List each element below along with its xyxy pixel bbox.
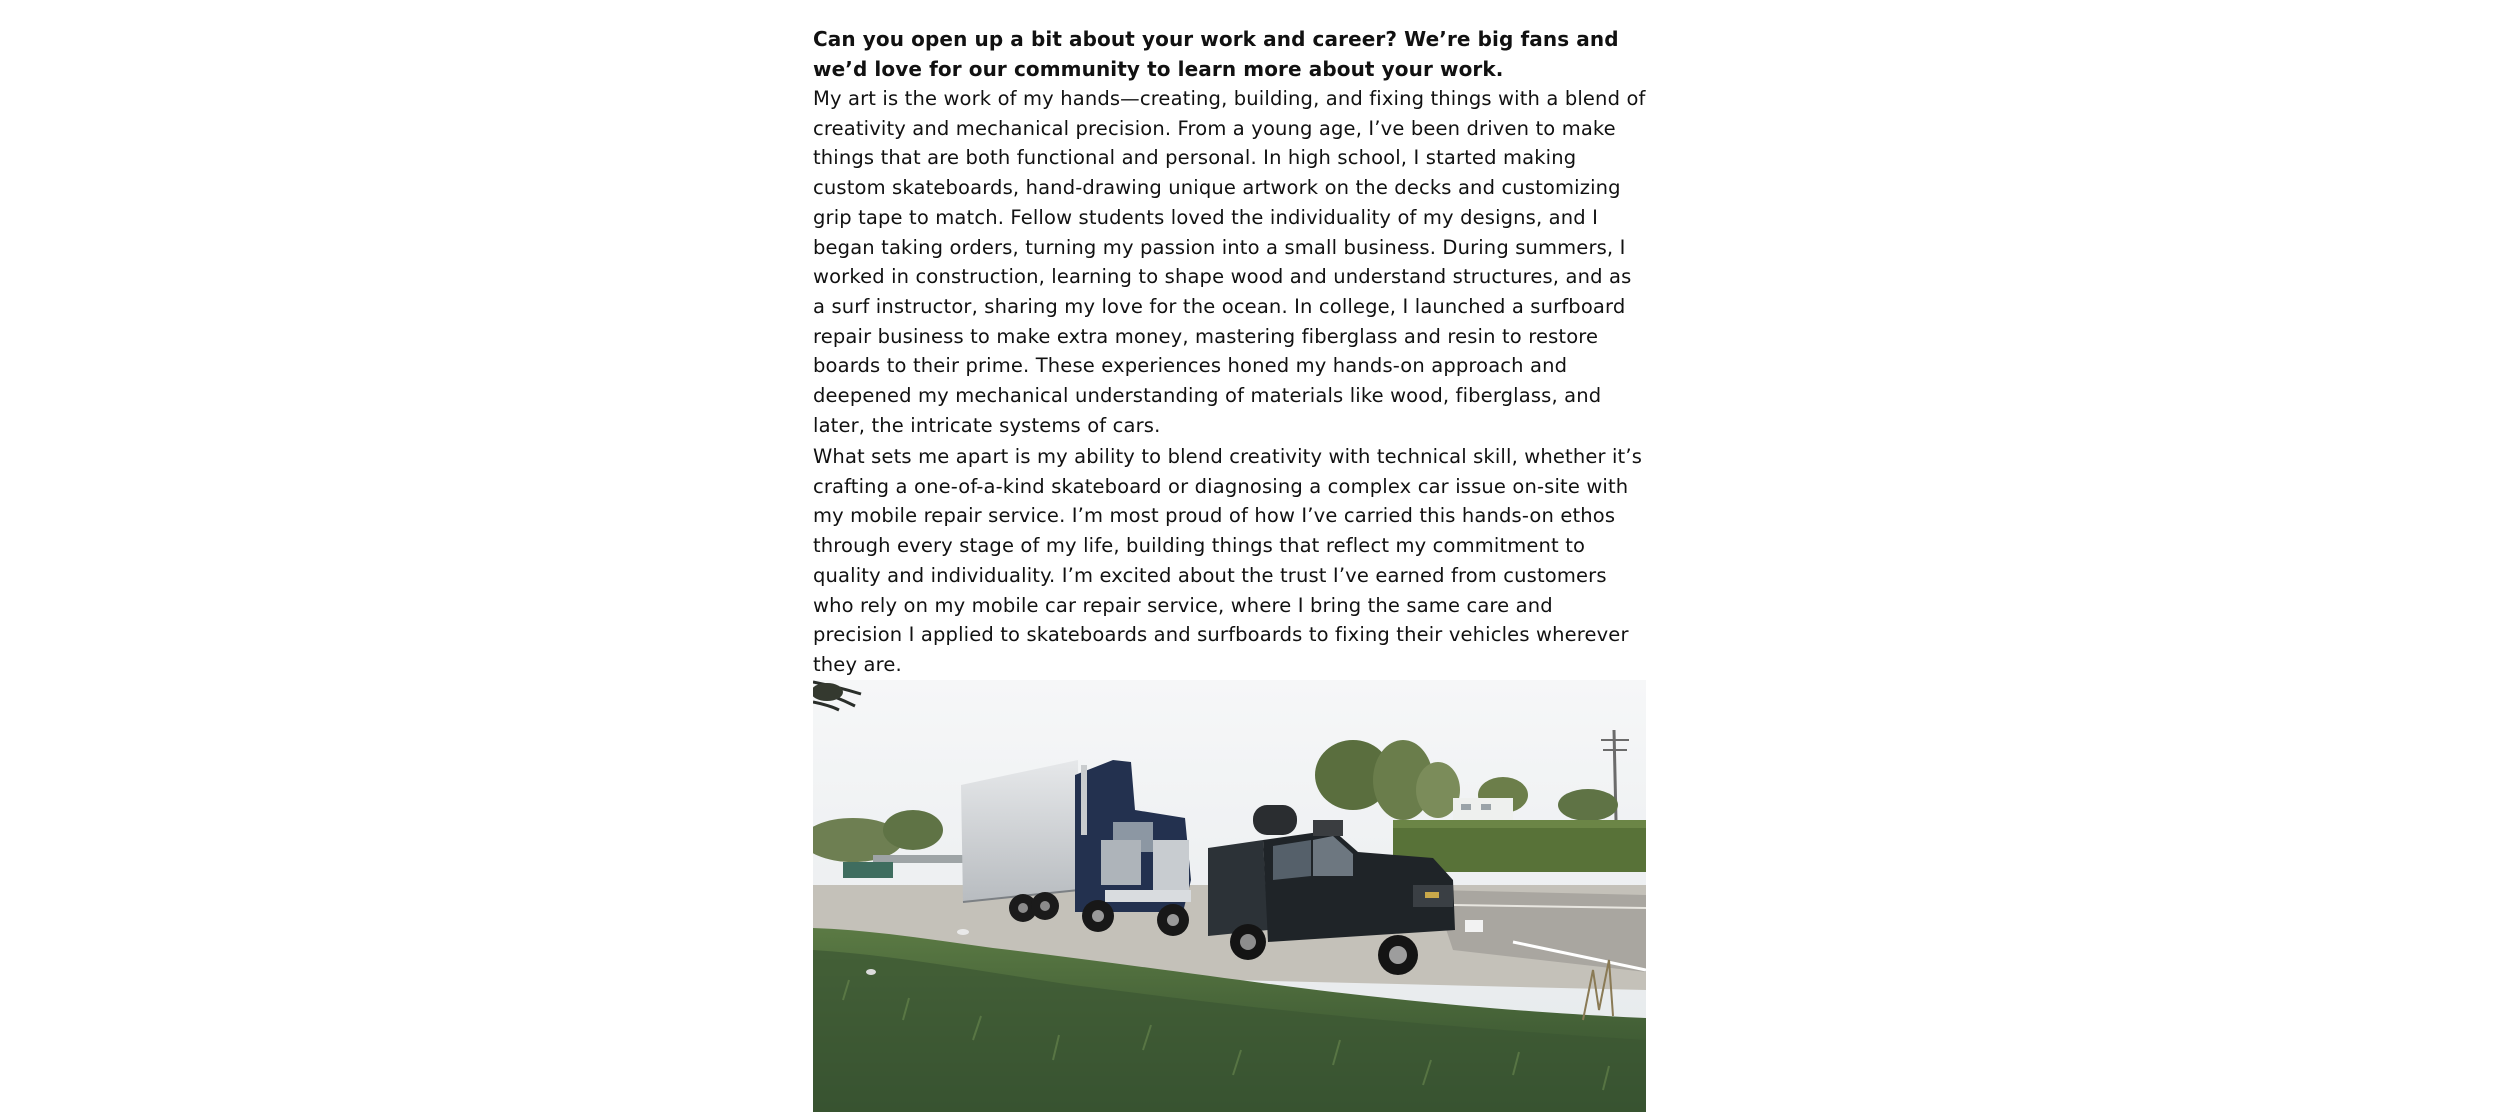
interview-question: Can you open up a bit about your work and career? We’re big fans and we’d love for our community to learn more about your work. <box>813 27 1619 81</box>
article-body <box>813 0 1648 1112</box>
answer-paragraph-2: What sets me apart is my ability to blend creativity with technical skill, whether it’s crafting a one-of-a-kind skateboard or diagnosing a complex car issue on-site with my mobile repair service. I’m most proud of how I’ve carried this hands-on ethos through every stage of my life, building things that reflect my commitment to quality and individuality. I’m excited about the trust I’ve earned from customers who rely on my mobile car repair service, where I bring the same care and precision I applied to skateboards and surfboards to fixing their vehicles wherever they are. <box>813 445 1643 676</box>
answer-paragraph-1: My art is the work of my hands—creating, building, and fixing things with a blend of creativity and mechanical precision. From a young age, I’ve been driven to make things that are both functional and personal. In high school, I started making custom skateboards, hand-drawing unique artwork on the decks and customizing grip tape to match. Fellow students loved the individuality of my designs, and I began taking orders, turning my passion into a small business. During summers, I worked in construction, learning to shape wood and understand structures, and as a surf instructor, sharing my love for the ocean. In college, I launched a surfboard repair business to make extra money, mastering fiberglass and resin to restore boards to their prime. These experiences honed my hands-on approach and deepened my mechanical understanding of materials like wood, fiberglass, and later, the intricate systems of cars. <box>813 87 1646 437</box>
article-photo <box>813 680 1646 1112</box>
roadside-truck-photo <box>813 680 1646 1112</box>
